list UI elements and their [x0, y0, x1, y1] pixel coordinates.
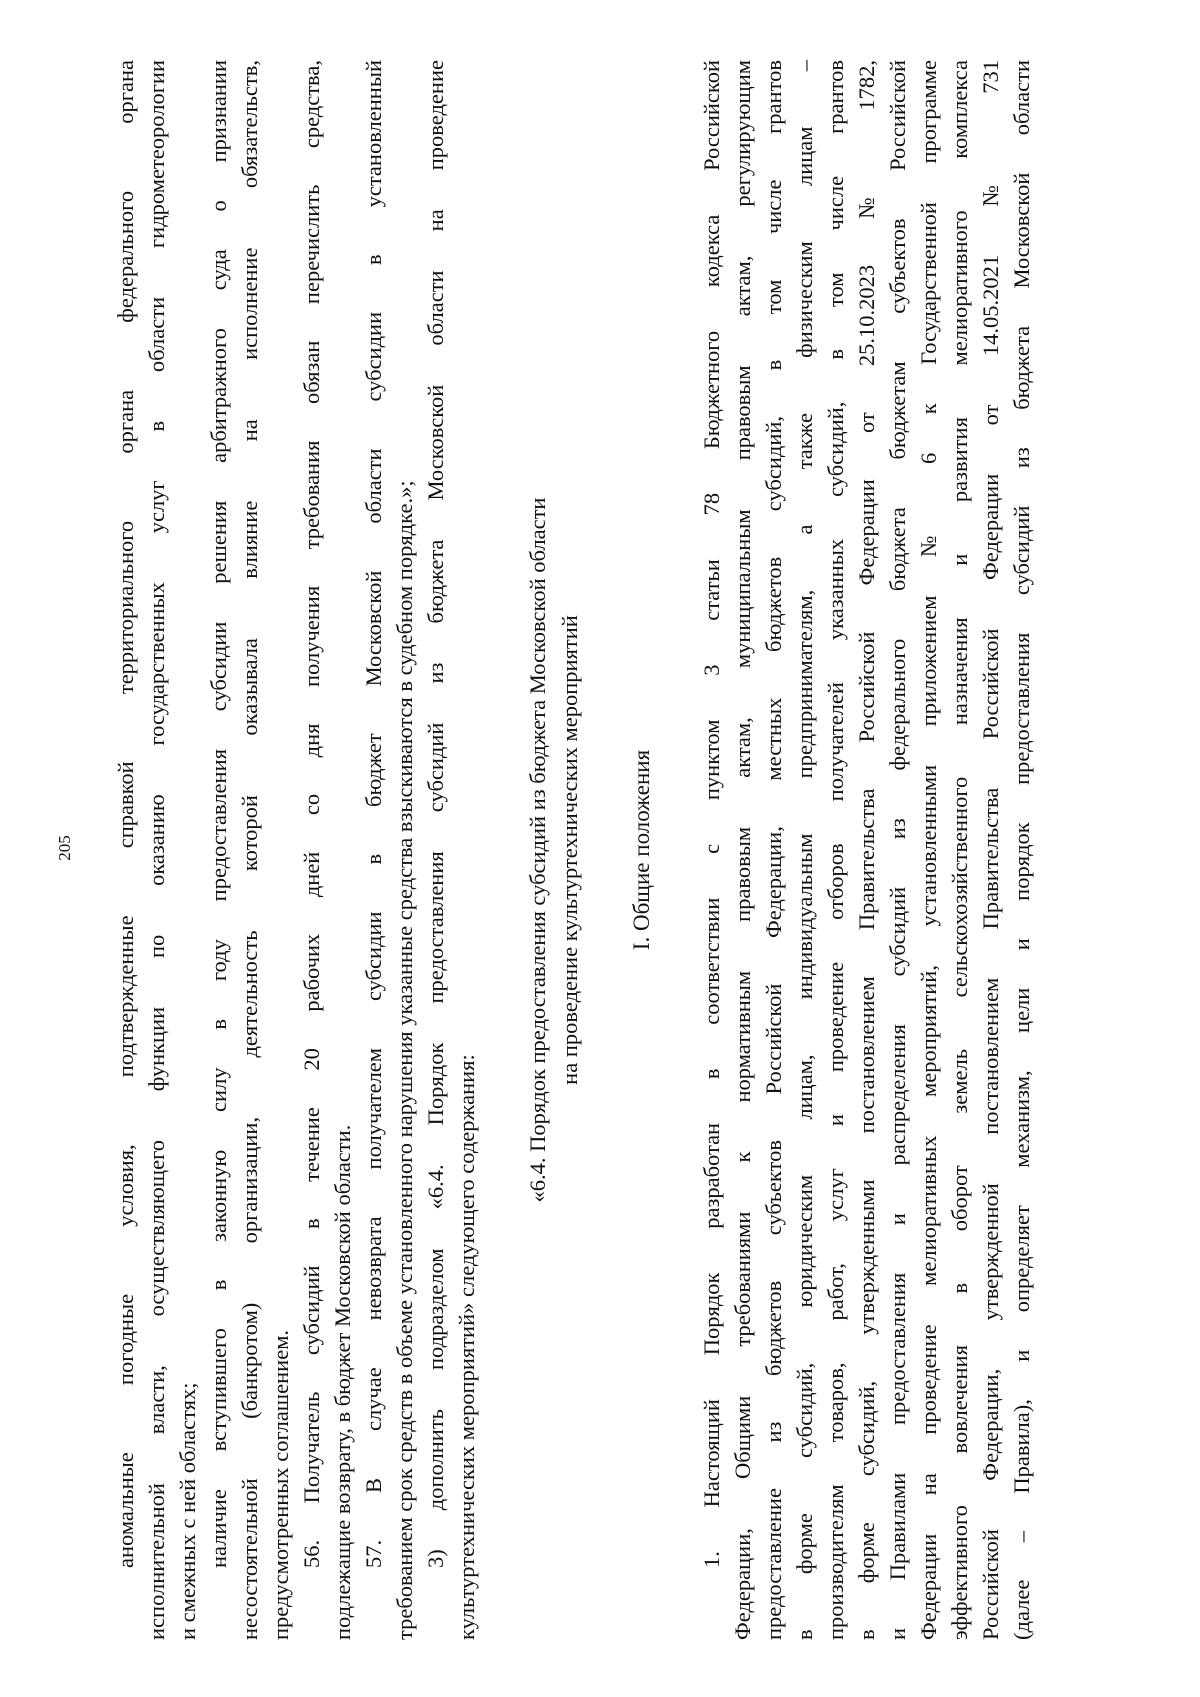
- paragraph-line: и Правилами предоставления и распределения субсидий из федерального бюджета бюджетам субъектов Российской: [885, 60, 910, 1640]
- paragraph-line: в форме субсидий, утвержденными постановлением Правительства Российской Федерации от 25.10.2023 № 1782,: [854, 60, 879, 1640]
- paragraph-line: (далее – Правила), и определяет механизм, цели и порядок предоставления субсидий из бюджета Московской области: [1009, 60, 1034, 1640]
- paragraph-line: требованием срок средств в объеме установленного нарушения указанные средства взыскиваются в судебном порядке.»;: [392, 480, 417, 1640]
- paragraph-line: несостоятельной (банкротом) организации, деятельность которой оказывала влияние на исполнение обязательств,: [237, 60, 262, 1640]
- page-number: 205: [55, 835, 74, 861]
- paragraph-line: 57. В случае невозврата получателем субсидии в бюджет Московской области субсидии в установленный: [361, 60, 386, 1568]
- paragraph-line: предоставление из бюджетов субъектов Российской Федерации, местных бюджетов субсидий, в том числе грантов: [761, 60, 786, 1640]
- paragraph-line: эффективного вовлечения в оборот земель сельскохозяйственного назначения и развития мелиоративного комплекса: [947, 60, 972, 1640]
- paragraph-line: 1. Настоящий Порядок разработан в соответствии с пунктом 3 статьи 78 Бюджетного кодекса Российской: [699, 60, 724, 1568]
- subsection-title-line: на проведение культуртехнических мероприятий: [557, 615, 582, 1085]
- paragraph-line: в форме субсидий, юридическим лицам, индивидуальным предпринимателям, а также физическим лицам –: [792, 60, 817, 1640]
- paragraph-line: производителям товаров, работ, услуг и проведение отборов получателей указанных субсидий, в том числе грантов: [823, 60, 848, 1640]
- paragraph-line: подлежащие возврату, в бюджет Московской области.: [330, 1124, 355, 1640]
- paragraph-line: Российской Федерации, утвержденной постановлением Правительства Российской Федерации от 14.05.2021 № 731: [978, 60, 1003, 1640]
- paragraph-line: 3) дополнить подразделом «6.4. Порядок предоставления субсидий из бюджета Московской области на проведение: [423, 60, 448, 1568]
- subsection-title: [522, 60, 586, 1640]
- subsection-title-line: «6.4. Порядок предоставления субсидий из бюджета Московской области: [525, 497, 550, 1203]
- paragraph-line: аномальные погодные условия, подтвержденные справкой территориального органа федерального органа: [113, 60, 138, 1568]
- paragraph-line: предусмотренных соглашением.: [268, 1329, 293, 1640]
- paragraph-line: Федерации на проведение мелиоративных мероприятий, установленными приложением № 6 к Государственной программе: [916, 60, 941, 1640]
- paragraph-line: и смежных с ней областях;: [175, 1382, 200, 1640]
- page-body: [110, 60, 1037, 1640]
- paragraph-line: культуртехнических мероприятий» следующего содержания:: [454, 1054, 479, 1640]
- paragraph-line: наличие вступившего в законную силу в году предоставления субсидии решения арбитражного суда о признании: [206, 60, 231, 1568]
- paragraph-line: Федерации, Общими требованиями к нормативным правовым актам, муниципальным правовым актам, регулирующим: [730, 60, 755, 1640]
- paragraph-line: 56. Получатель субсидий в течение 20 рабочих дней со дня получения требования обязан перечислить средства,: [299, 60, 324, 1568]
- section-heading: I. Общие положения: [629, 749, 654, 951]
- paragraph-line: исполнительной власти, осуществляющего функции по оказанию государственных услуг в области гидрометеорологии: [144, 60, 169, 1640]
